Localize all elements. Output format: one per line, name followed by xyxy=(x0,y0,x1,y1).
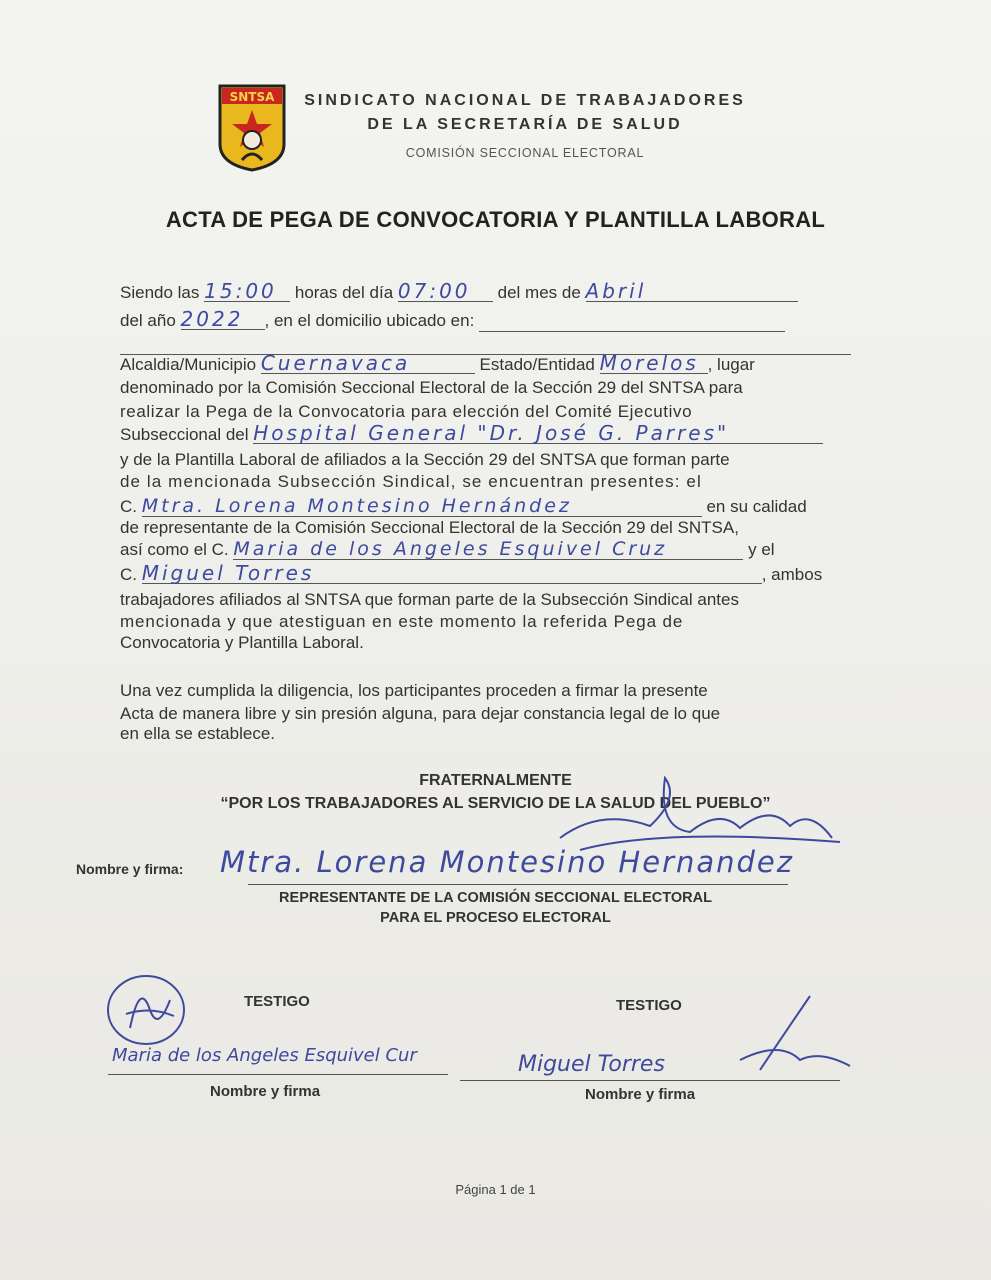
representative-title-1: REPRESENTANTE DE LA COMISIÓN SECCIONAL ELECTORAL xyxy=(279,890,712,906)
nombre-firma-witness1: Nombre y firma xyxy=(210,1083,321,1100)
line-representante xyxy=(120,496,851,517)
text: realizar la Pega de la Convocatoria para elección del Comité Ejecutivo xyxy=(120,402,693,421)
line-10 xyxy=(120,518,851,538)
representative-title-2: PARA EL PROCESO ELECTORAL xyxy=(380,910,611,926)
representative-name-handwritten: Mtra. Lorena Montesino Hernandez xyxy=(220,845,794,879)
field-representante[interactable]: Mtra. Lorena Montesino Hernández xyxy=(142,496,702,517)
document-title: ACTA DE PEGA DE CONVOCATORIA Y PLANTILLA LABORAL xyxy=(165,207,826,232)
line-domicilio-cont xyxy=(120,334,851,355)
line-13 xyxy=(120,590,851,610)
witness2-signature xyxy=(700,990,860,1085)
line-siendo xyxy=(120,281,851,303)
nombre-firma-label: Nombre y firma: xyxy=(76,861,184,877)
organization-header xyxy=(300,92,750,160)
text: Convocatoria y Plantilla Laboral. xyxy=(120,633,364,652)
text: trabajadores afiliados al SNTSA que forman parte de la Subsección Sindical antes xyxy=(120,590,739,609)
line-7 xyxy=(120,450,851,470)
text: en su calidad xyxy=(706,497,807,516)
field-dia[interactable]: 07:00 xyxy=(398,281,493,302)
line-14 xyxy=(120,612,851,632)
field-anio[interactable]: 2022 xyxy=(181,309,265,330)
text: horas del día xyxy=(294,283,394,302)
text: C. xyxy=(120,497,137,516)
fraternal-heading: FRATERNALMENTE xyxy=(419,772,572,789)
line-testigo1 xyxy=(120,539,851,560)
field-municipio[interactable]: Cuernavaca xyxy=(261,353,475,374)
text: así como el C. xyxy=(120,540,229,559)
text: Siendo las xyxy=(120,283,200,302)
field-testigo1[interactable]: Maria de los Angeles Esquivel Cruz xyxy=(233,539,743,560)
field-domicilio-cont[interactable] xyxy=(120,334,851,355)
text: Subseccional del xyxy=(120,425,249,444)
text: del mes de xyxy=(497,283,581,302)
text: mencionada y que atestiguan en este momento la referida Pega de xyxy=(120,612,684,631)
testigo-label-1: TESTIGO xyxy=(244,993,310,1010)
field-mes[interactable]: Abril xyxy=(586,281,798,302)
text: Alcaldia/Municipio xyxy=(120,355,257,374)
text: del año xyxy=(120,311,176,330)
field-subseccion[interactable]: Hospital General "Dr. José G. Parres" xyxy=(253,423,823,444)
text: y de la Plantilla Laboral de afiliados a la Sección 29 del SNTSA que forman parte xyxy=(120,450,730,469)
text: de representante de la Comisión Seccional Electoral de la Sección 29 del SNTSA, xyxy=(120,518,739,537)
signature-line-witness1 xyxy=(108,1074,448,1075)
text: C. xyxy=(120,565,137,584)
page-number: Página 1 de 1 xyxy=(455,1182,536,1197)
witness2-name-handwritten: Miguel Torres xyxy=(518,1052,665,1077)
text: Estado/Entidad xyxy=(479,355,595,374)
nombre-firma-witness2: Nombre y firma xyxy=(585,1086,696,1103)
field-estado[interactable]: Morelos xyxy=(600,353,708,374)
text: denominado por la Comisión Seccional Electoral de la Sección 29 del SNTSA para xyxy=(120,378,743,397)
line-municipio xyxy=(120,353,851,375)
line-subseccion xyxy=(120,423,851,445)
sntsa-logo xyxy=(218,84,286,172)
text: Una vez cumplida la diligencia, los participantes proceden a firmar la presente xyxy=(120,681,708,700)
text: , lugar xyxy=(707,355,755,374)
text: en ella se establece. xyxy=(120,724,275,743)
org-name-line2: DE LA SECRETARÍA DE SALUD xyxy=(367,116,683,133)
line-8 xyxy=(120,472,851,492)
signature-line-witness2 xyxy=(460,1080,840,1081)
text: , en el domicilio ubicado en: xyxy=(264,311,475,330)
svg-text:SNTSA: SNTSA xyxy=(229,90,275,104)
line-testigo2 xyxy=(120,563,851,585)
text: Acta de manera libre y sin presión alguna, para dejar constancia legal de lo que xyxy=(120,704,721,723)
witness1-name-handwritten: Maria de los Angeles Esquivel Cur xyxy=(112,1045,417,1066)
text: , ambos xyxy=(761,565,823,584)
org-name-line1: SINDICATO NACIONAL DE TRABAJADORES xyxy=(304,92,746,109)
witness1-signature xyxy=(100,970,195,1055)
field-hora[interactable]: 15:00 xyxy=(204,281,290,302)
text: de la mencionada Subsección Sindical, se encuentran presentes: el xyxy=(120,472,702,491)
field-domicilio[interactable] xyxy=(479,311,785,332)
text: y el xyxy=(748,540,775,559)
line-anio xyxy=(120,309,851,332)
line-q2 xyxy=(120,704,851,724)
org-commission: COMISIÓN SECCIONAL ELECTORAL xyxy=(405,146,645,160)
line-15 xyxy=(120,633,851,653)
signature-line-representative xyxy=(248,884,788,885)
motto: “POR LOS TRABAJADORES AL SERVICIO DE LA SALUD DEL PUEBLO” xyxy=(220,795,771,812)
field-testigo2[interactable]: Miguel Torres xyxy=(142,563,762,584)
line-5 xyxy=(120,402,851,422)
testigo-label-2: TESTIGO xyxy=(616,997,682,1014)
line-q3 xyxy=(120,724,851,744)
line-q1 xyxy=(120,681,851,701)
line-4 xyxy=(120,378,851,398)
